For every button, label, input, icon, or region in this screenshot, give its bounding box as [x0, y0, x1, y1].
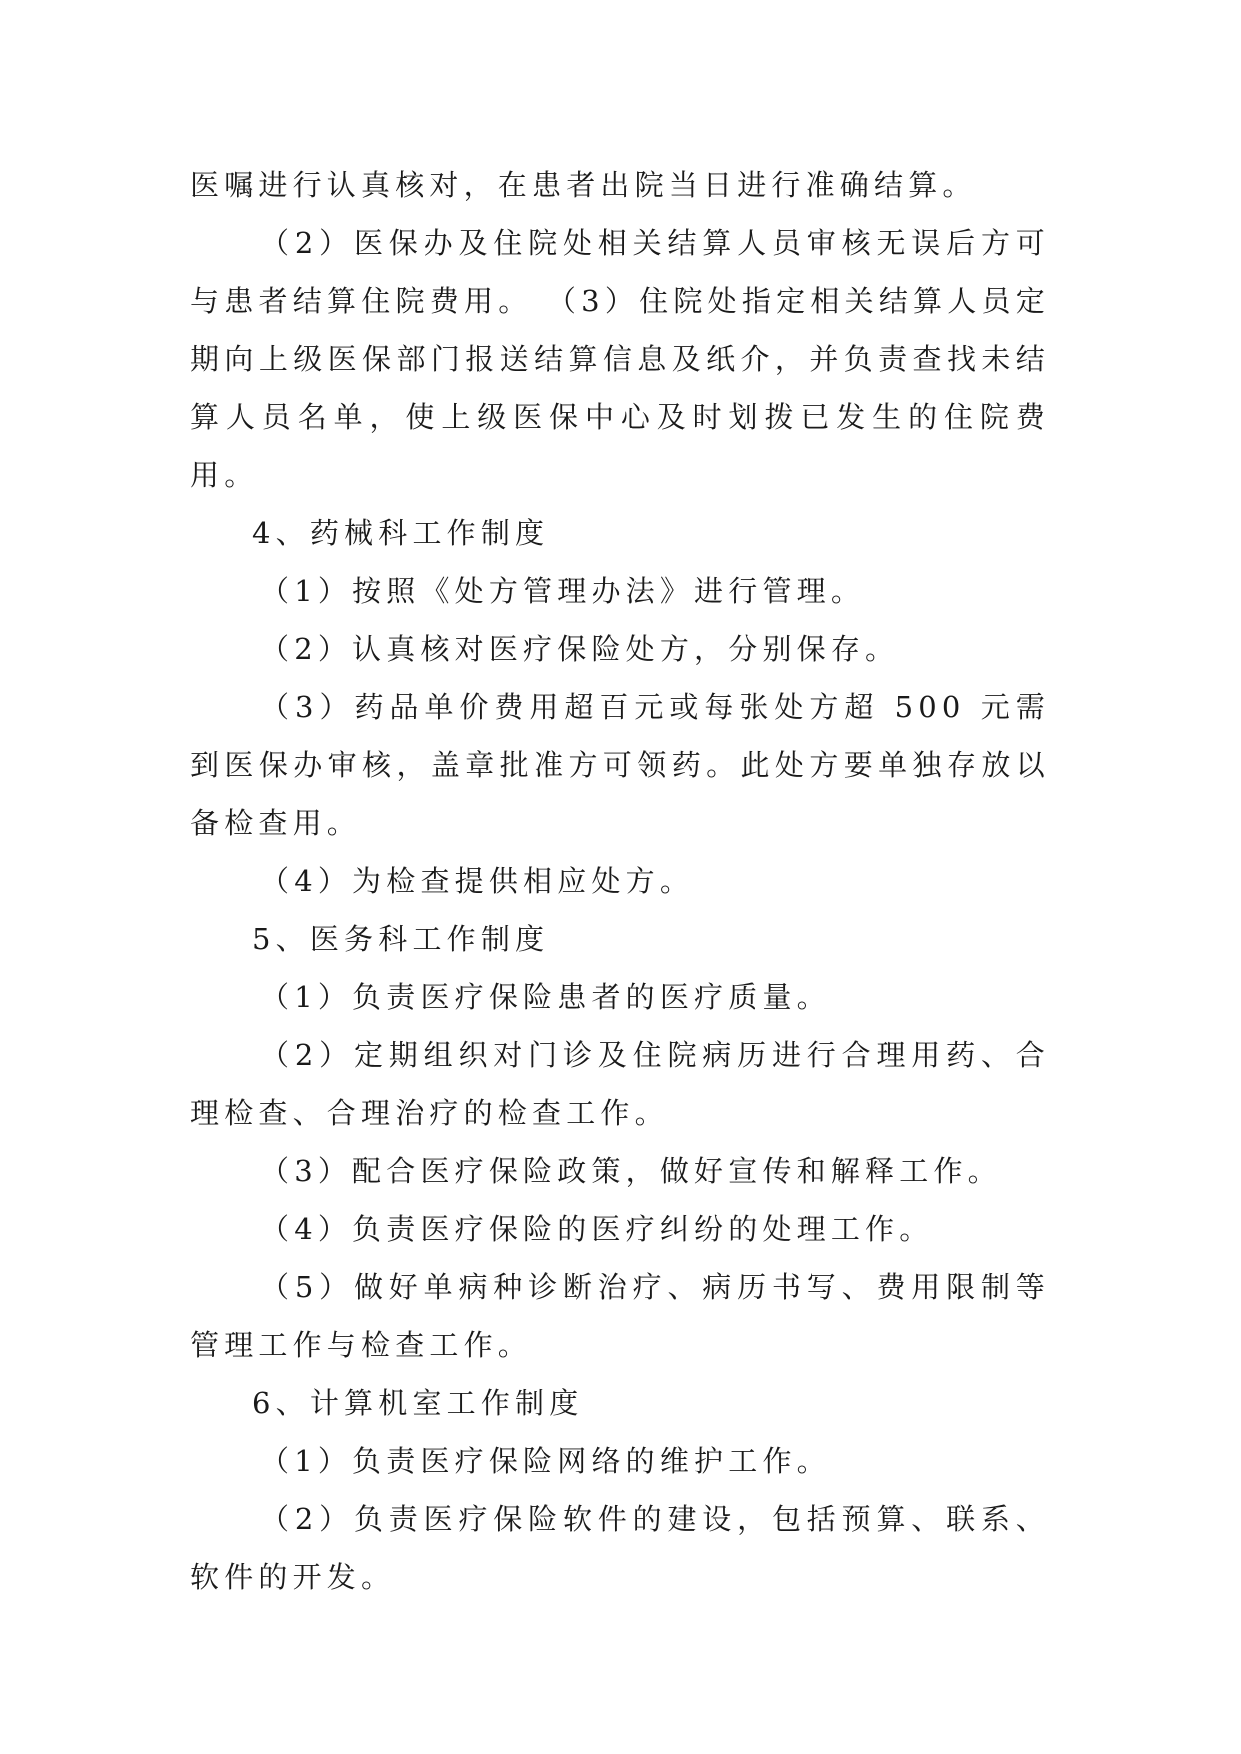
- paragraph: （2）定期组织对门诊及住院病历进行合理用药、合理检查、合理治疗的检查工作。: [190, 1038, 1050, 1130]
- paragraph: （4）为检查提供相应处方。: [260, 864, 695, 898]
- section-heading: 5、医务科工作制度: [252, 922, 550, 956]
- paragraph: （2）负责医疗保险软件的建设，包括预算、联系、软件的开发。: [190, 1502, 1050, 1594]
- paragraph: （3）配合医疗保险政策，做好宣传和解释工作。: [260, 1154, 1002, 1188]
- paragraph: （1）负责医疗保险网络的维护工作。: [260, 1444, 831, 1478]
- section-heading: 6、计算机室工作制度: [252, 1386, 584, 1420]
- paragraph: （4）负责医疗保险的医疗纠纷的处理工作。: [260, 1212, 934, 1246]
- paragraph: （2）认真核对医疗保险处方，分别保存。: [260, 632, 900, 666]
- paragraph: （5）做好单病种诊断治疗、病历书写、费用限制等管理工作与检查工作。: [190, 1270, 1050, 1362]
- document-body: [190, 156, 1050, 1606]
- paragraph: （1）负责医疗保险患者的医疗质量。: [260, 980, 831, 1014]
- paragraph: （1）按照《处方管理办法》进行管理。: [260, 574, 866, 608]
- paragraph-continuation: 医嘱进行认真核对，在患者出院当日进行准确结算。: [190, 168, 977, 202]
- paragraph: （2）医保办及住院处相关结算人员审核无误后方可与患者结算住院费用。 （3）住院处指定相关结算人员定期向上级医保部门报送结算信息及纸介，并负责查找未结算人员名单，使上级医保中心及时划拨已发生的住院费用。: [190, 226, 1050, 492]
- paragraph: （3）药品单价费用超百元或每张处方超 500 元需到医保办审核，盖章批准方可领药。此处方要单独存放以备检查用。: [190, 690, 1050, 840]
- section-heading: 4、药械科工作制度: [252, 516, 550, 550]
